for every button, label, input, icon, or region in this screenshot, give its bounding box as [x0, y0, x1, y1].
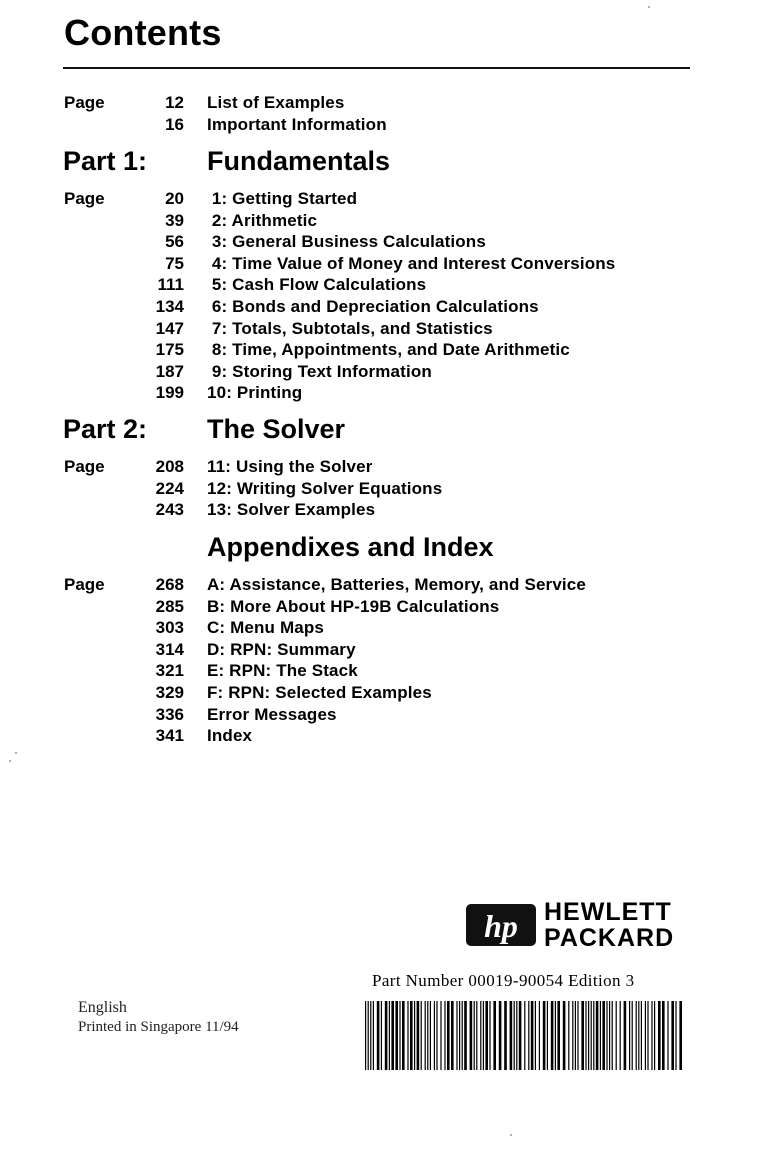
toc-page-number: 175 [155, 340, 184, 360]
barcode-bar [402, 1001, 405, 1070]
barcode-bar [632, 1001, 633, 1070]
toc-entry-title: 11: Using the Solver [207, 457, 373, 476]
toc-entry [0, 211, 770, 233]
barcode-bar [436, 1001, 437, 1070]
barcode-bar [600, 1001, 601, 1070]
toc-entry-title: 8: Time, Appointments, and Date Arithmetic [207, 340, 570, 360]
barcode-bar [414, 1001, 415, 1070]
barcode-bar [547, 1001, 548, 1070]
barcode-bar [543, 1001, 546, 1070]
toc-entry [0, 705, 770, 727]
scan-speck [510, 1134, 512, 1136]
toc-page-number: 285 [155, 596, 184, 616]
print-info-label: Printed in Singapore 11/94 [78, 1019, 239, 1035]
barcode-bar [440, 1001, 441, 1070]
barcode-bar [671, 1001, 674, 1070]
toc-page-number: 111 [157, 275, 184, 295]
toc-entry [0, 575, 770, 597]
scan-speck [648, 6, 650, 8]
barcode-bar [514, 1001, 515, 1070]
toc-entry [0, 383, 770, 405]
hp-logo-icon [466, 904, 536, 946]
part1-label: Part 1: [63, 146, 148, 176]
barcode-bar [459, 1001, 460, 1070]
barcode-bar [451, 1001, 454, 1070]
barcode-bar [588, 1001, 589, 1070]
barcode-bar [456, 1001, 457, 1070]
toc-entry [0, 597, 770, 619]
barcode-bar [407, 1001, 408, 1070]
barcode-bar [447, 1001, 450, 1070]
barcode-bar [638, 1001, 639, 1070]
barcode-bar [531, 1001, 534, 1070]
toc-entry [0, 661, 770, 683]
toc-page-number: 134 [155, 297, 184, 316]
toc-page-number: 56 [165, 232, 184, 252]
toc-page-number: 314 [155, 639, 184, 659]
language-label: English [78, 999, 127, 1016]
barcode-bar [612, 1001, 613, 1070]
toc-entry-title: 10: Printing [207, 383, 303, 403]
toc-entry-title: 6: Bonds and Depreciation Calculations [207, 297, 539, 316]
barcode-bar [528, 1001, 529, 1070]
toc-page-number: 268 [155, 575, 184, 594]
toc-page-number: 12 [165, 93, 184, 112]
toc-page-number: 329 [155, 683, 184, 702]
barcode-bar [519, 1001, 522, 1070]
toc-entry [0, 726, 770, 748]
barcode-bar [629, 1001, 630, 1070]
barcode-bar [585, 1001, 586, 1070]
barcode-bar [624, 1001, 627, 1070]
toc-entry [0, 362, 770, 384]
barcode-icon [365, 1001, 683, 1070]
barcode-bar [399, 1001, 400, 1070]
barcode-bar [480, 1001, 481, 1070]
barcode-bar [575, 1001, 576, 1070]
barcode-bar [385, 1001, 388, 1070]
brand-name-line1: HEWLETT [544, 898, 672, 926]
barcode-bar [434, 1001, 435, 1070]
toc-page-number: 321 [155, 661, 184, 681]
barcode-bar [662, 1001, 665, 1070]
barcode-bar [417, 1001, 420, 1070]
barcode-bar [373, 1001, 374, 1070]
barcode-bar [645, 1001, 646, 1070]
barcode-bar [470, 1001, 473, 1070]
barcode-bar [516, 1001, 517, 1070]
barcode-bar [667, 1001, 668, 1070]
barcode-bar [572, 1001, 573, 1070]
barcode-bar [381, 1001, 382, 1070]
barcode-bar [577, 1001, 578, 1070]
toc-entry [0, 275, 770, 297]
toc-entry-title: Error Messages [207, 704, 337, 724]
toc-page-number: 187 [155, 361, 184, 381]
toc-entry-title: List of Examples [207, 93, 345, 112]
part2-label: Part 2: [63, 414, 148, 444]
barcode-bar [510, 1001, 513, 1070]
toc-entry [0, 340, 770, 362]
toc-entry-title: A: Assistance, Batteries, Memory, and Service [207, 575, 587, 594]
barcode-bar [563, 1001, 566, 1070]
page-column-label: Page [64, 189, 105, 208]
barcode-bar [596, 1001, 599, 1070]
toc-entry [0, 500, 770, 522]
toc-entry [0, 457, 770, 479]
barcode-bar [654, 1001, 655, 1070]
barcode-bar [499, 1001, 502, 1070]
scan-speck [15, 752, 17, 754]
toc-entry [0, 232, 770, 254]
part-number-label: Part Number 00019-90054 Edition 3 [372, 971, 635, 990]
barcode-bar [489, 1001, 490, 1070]
toc-entry-title: 2: Arithmetic [207, 210, 318, 230]
part2-title: The Solver [207, 414, 346, 444]
scan-speck [9, 760, 11, 762]
toc-entry [0, 189, 770, 211]
barcode-bar [493, 1001, 496, 1070]
barcode-bar [504, 1001, 507, 1070]
toc-entry [0, 254, 770, 276]
title-divider [63, 67, 690, 69]
toc-entry-title: 3: General Business Calculations [207, 232, 486, 252]
toc-entry [0, 93, 770, 115]
barcode-bar [551, 1001, 554, 1070]
toc-page-number: 243 [155, 500, 184, 520]
toc-page-number: 199 [155, 383, 184, 403]
barcode-bar [524, 1001, 525, 1070]
toc-page-number: 16 [165, 115, 184, 134]
barcode-bar [464, 1001, 467, 1070]
toc-page-number: 208 [155, 457, 184, 476]
barcode-bar [647, 1001, 648, 1070]
barcode-bar [391, 1001, 394, 1070]
barcode-bar [593, 1001, 594, 1070]
toc-entry-title: 7: Totals, Subtotals, and Statistics [207, 318, 493, 338]
barcode-bar [389, 1001, 390, 1070]
brand-name-line2: PACKARD [544, 924, 675, 952]
toc-entry-title: 9: Storing Text Information [207, 361, 432, 381]
toc-entry [0, 683, 770, 705]
barcode-bar [616, 1001, 617, 1070]
toc-entry-title: 13: Solver Examples [207, 500, 376, 520]
toc-entry-title: F: RPN: Selected Examples [207, 683, 432, 702]
toc-page-number: 224 [155, 478, 184, 498]
barcode-bar [370, 1001, 371, 1070]
barcode-bar [581, 1001, 584, 1070]
toc-entry-title: 12: Writing Solver Equations [207, 478, 443, 498]
barcode-bar [483, 1001, 484, 1070]
barcode-bar [591, 1001, 592, 1070]
toc-entry-title: Important Information [207, 115, 387, 134]
barcode-bar [368, 1001, 369, 1070]
page-column-label: Page [64, 457, 105, 476]
toc-page-number: 39 [165, 210, 184, 230]
toc-entry [0, 640, 770, 662]
barcode-bar [462, 1001, 463, 1070]
barcode-bar [606, 1001, 607, 1070]
toc-entry [0, 297, 770, 319]
page-column-label: Page [64, 93, 105, 112]
barcode-bar [476, 1001, 477, 1070]
barcode-bar [620, 1001, 621, 1070]
barcode-bar [421, 1001, 422, 1070]
barcode-bar [568, 1001, 569, 1070]
toc-entry-title: C: Menu Maps [207, 618, 325, 638]
toc-entry-title: B: More About HP-19B Calculations [207, 596, 500, 616]
barcode-bar [430, 1001, 431, 1070]
barcode-bar [427, 1001, 428, 1070]
barcode-bar [365, 1001, 366, 1070]
barcode-bar [474, 1001, 475, 1070]
toc-entry-title: D: RPN: Summary [207, 639, 356, 659]
barcode-bar [602, 1001, 605, 1070]
barcode-bar [557, 1001, 560, 1070]
barcode-bar [425, 1001, 426, 1070]
barcode-bar [609, 1001, 610, 1070]
toc-entry-title: Index [207, 726, 253, 746]
barcode-bar [641, 1001, 642, 1070]
toc-entry-title: E: RPN: The Stack [207, 661, 358, 681]
toc-entry-title: 1: Getting Started [207, 189, 358, 208]
barcode-bar [679, 1001, 682, 1070]
toc-entry [0, 319, 770, 341]
barcode-bar [444, 1001, 445, 1070]
logo-text: hp [484, 908, 518, 944]
barcode-bar [395, 1001, 398, 1070]
toc-page-number: 20 [165, 189, 184, 208]
barcode-bar [658, 1001, 661, 1070]
page-title: Contents [64, 12, 222, 53]
barcode-bar [377, 1001, 380, 1070]
page-column-label: Page [64, 575, 105, 594]
toc-entry [0, 479, 770, 501]
barcode-bar [535, 1001, 536, 1070]
barcode-bar [675, 1001, 676, 1070]
toc-page-number: 147 [155, 318, 184, 338]
barcode-bar [555, 1001, 556, 1070]
toc-entry [0, 618, 770, 640]
barcode-bar [485, 1001, 488, 1070]
part1-title: Fundamentals [207, 146, 391, 176]
barcode-bar [651, 1001, 652, 1070]
toc-page-number: 303 [155, 618, 184, 638]
toc-entry [0, 115, 770, 137]
toc-page-number: 75 [165, 253, 184, 273]
toc-page-number: 341 [155, 726, 184, 746]
barcode-bar [539, 1001, 540, 1070]
appendixes-title: Appendixes and Index [207, 532, 494, 562]
toc-entry-title: 4: Time Value of Money and Interest Conversions [207, 253, 616, 273]
barcode-bar [636, 1001, 637, 1070]
toc-page-number: 336 [155, 704, 184, 724]
barcode-bar [410, 1001, 413, 1070]
toc-entry-title: 5: Cash Flow Calculations [207, 275, 427, 295]
